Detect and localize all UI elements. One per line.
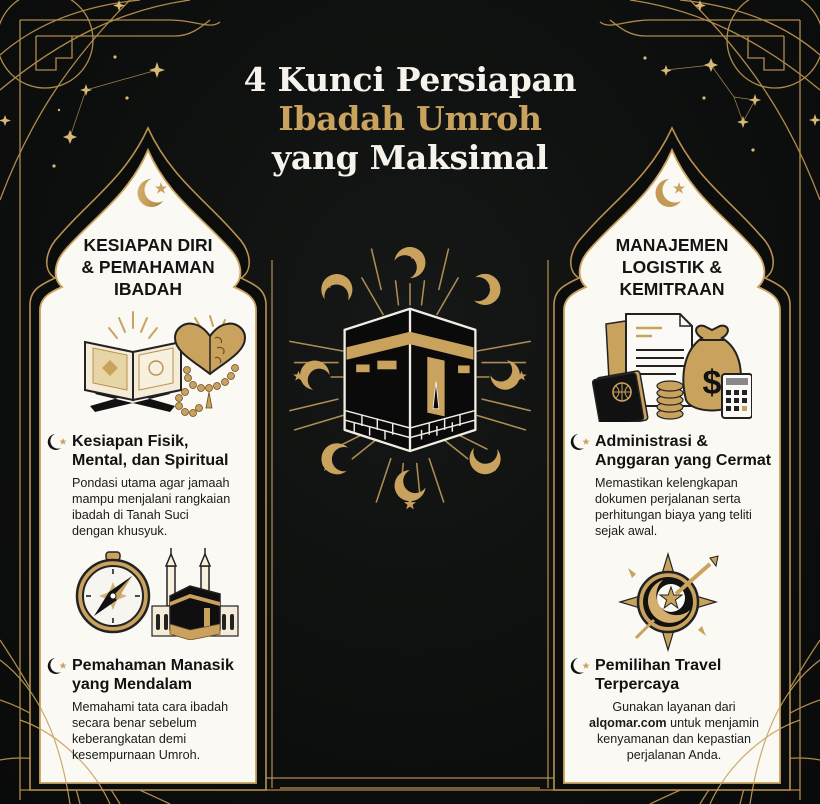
left-item-pemahaman-manasik [46,656,261,763]
item-title [569,656,779,694]
item-title-line: yang Mendalam [72,676,193,693]
item-description [569,475,784,539]
desc-line: Memastikan kelengkapan [595,476,738,490]
desc-line: perjalanan Anda. [626,748,722,762]
item-title-line: Kesiapan Fisik, [72,433,189,450]
svg-text:$: $ [702,364,722,402]
desc-line: Gunakan layanan dari [612,700,736,714]
crescent-star-icon [651,176,687,212]
crescent-star-bullet-icon [569,433,591,451]
desc-line: kenyamanan dan kepastian [596,732,752,746]
right-item-administrasi [569,432,784,539]
right-heading-line: LOGISTIK & [621,257,723,277]
item-title-line: Pemahaman Manasik [72,657,234,674]
title-line-3: yang Maksimal [272,138,548,177]
left-heading-line: KESIAPAN DIRI [83,235,213,255]
desc-line: perhitungan biaya yang teliti [595,508,752,522]
title-line-2-highlight: Ibadah Umroh [278,99,542,138]
desc-line: ibadah di Tanah Suci [72,508,189,522]
crescent-compass-icon [618,552,724,652]
passport-documents-money-icon [592,310,752,422]
item-description [569,699,779,763]
desc-line: dokumen perjalanan serta [595,492,741,506]
left-panel-heading [40,234,256,300]
item-title-line: Anggaran yang Cermat [595,452,772,469]
desc-line: kesempurnaan Umroh. [72,748,201,762]
item-title [46,432,256,470]
alqomar-link[interactable]: alqomar.com [588,716,667,730]
item-description [46,699,261,763]
desc-line: keberangkatan demi [72,732,187,746]
crescent-star-icon [133,176,169,212]
right-panel-heading [564,234,780,300]
item-title-line: Pemilihan Travel [595,657,722,674]
kaaba-with-crescents-icon [285,232,535,522]
item-title-line: Terpercaya [595,676,680,693]
desc-line-with-link [569,715,779,731]
quran-heart-tasbih-icon [75,308,250,418]
desc-line: Memahami tata cara ibadah [72,700,229,714]
right-item-pemilihan-travel [569,656,779,763]
left-item-kesiapan-fisik [46,432,256,539]
right-heading-line: MANAJEMEN [615,235,729,255]
item-title [569,432,784,470]
crescent-star-bullet-icon [569,657,591,675]
right-heading-line: KEMITRAAN [619,279,725,299]
crescent-star-bullet-icon [46,657,68,675]
crescent-star-bullet-icon [46,433,68,451]
desc-line: sejak awal. [595,524,658,538]
desc-line: mampu menjalani rangkaian [72,492,231,506]
item-title-line: Administrasi & [595,433,708,450]
desc-text: untuk menjamin [666,716,760,730]
desc-line: dengan khusyuk. [72,524,168,538]
item-title [46,656,261,694]
desc-line: Pondasi utama agar jamaah [72,476,230,490]
left-heading-line: IBADAH [113,279,183,299]
compass-kaaba-icon [70,548,245,640]
left-heading-line: & PEMAHAMAN [81,257,215,277]
title-line-1: 4 Kunci Persiapan [243,60,577,99]
item-title-line: Mental, dan Spiritual [72,452,229,469]
item-description [46,475,256,539]
desc-line: secara benar sebelum [72,716,197,730]
